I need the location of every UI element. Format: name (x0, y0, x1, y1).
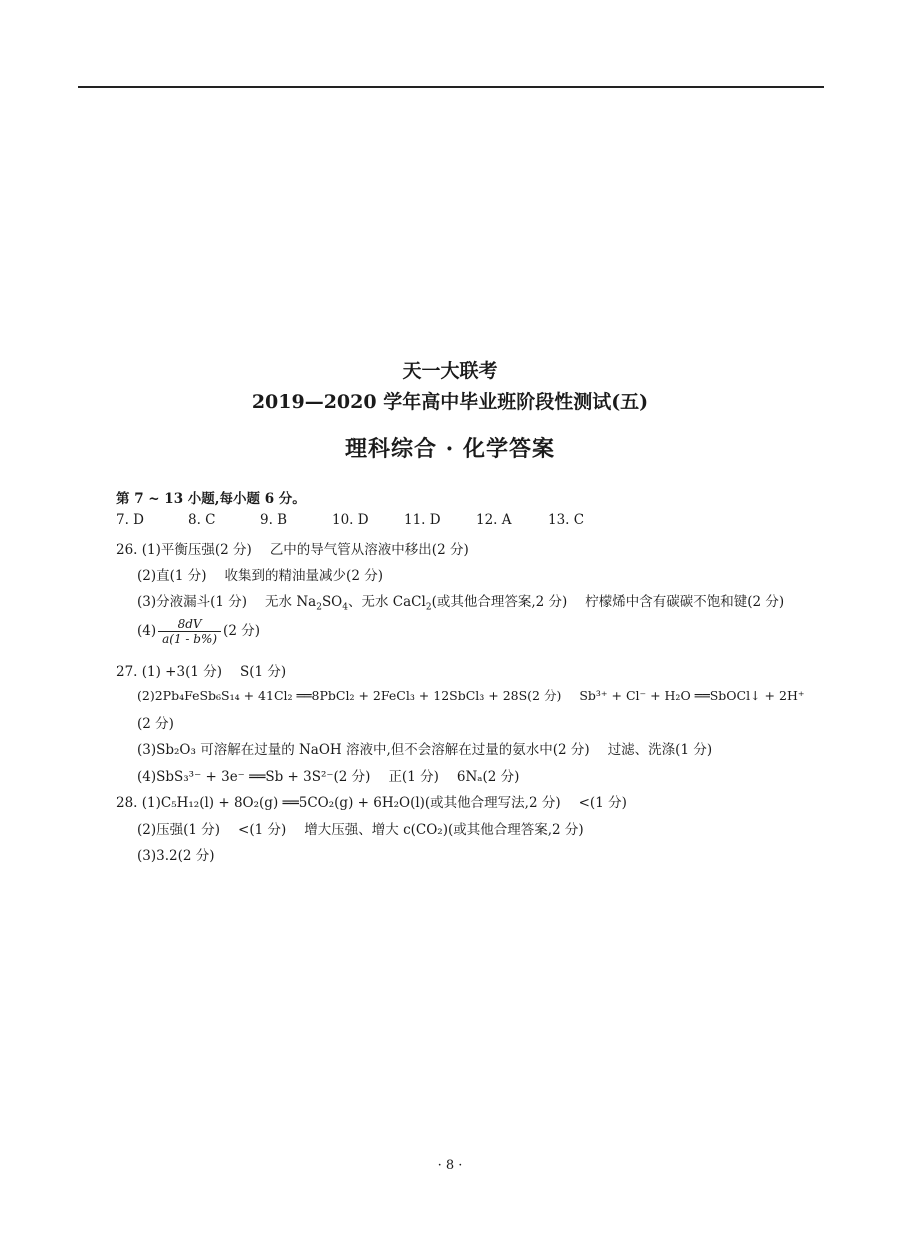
subject-title: 理科综合 · 化学答案 (345, 436, 555, 462)
page-number: · 8 · (437, 1158, 463, 1173)
q27-equation: (2)2Pb₄FeSb₆S₁₄ + 41Cl₂ ══8PbCl₂ + 2FeCl₃ + 12SbCl₃ + 28S(2 分) (137, 688, 562, 703)
mc-answer: 11. D (404, 512, 441, 528)
exam-title: 2019—2020 学年高中毕业班阶段性测试(五) (251, 391, 649, 413)
q28-line2 (137, 818, 602, 838)
q26-answer: 乙中的导气管从溶液中移出(2 分) (269, 542, 469, 558)
mc-answer: 12. A (476, 512, 512, 528)
q26-answer: 26. (1)平衡压强(2 分) (116, 542, 252, 558)
q28-answer: 28. (1)C₅H₁₂(l) + 8O₂(g) ══5CO₂(g) + 6H₂O(l)(或其他合理写法,2 分) (116, 795, 561, 811)
q26-answer: (3)分液漏斗(1 分) (137, 594, 248, 610)
q27-line1 (116, 660, 304, 680)
q27-answer: 6Nₐ(2 分) (456, 769, 520, 785)
q27-line2 (137, 686, 804, 704)
q27-answer: 过滤、洗涤(1 分) (607, 742, 713, 758)
q27-answer: (3)Sb₂O₃ 可溶解在过量的 NaOH 溶液中,但不会溶解在过量的氨水中(2 分) (137, 742, 590, 758)
q26-line4 (137, 617, 260, 646)
q27-line4 (137, 765, 537, 785)
q26-line2 (137, 564, 401, 584)
q28-answer: 增大压强、增大 c(CO₂)(或其他合理答案,2 分) (304, 822, 584, 838)
mc-answer: 7. D (116, 512, 144, 528)
mc-answers (116, 512, 620, 528)
q26-answer-drying-agents: 无水 $Na_2SO_4$、无水 CaCl$_2$(或其他合理答案,2 分) (265, 594, 568, 613)
fraction-denominator: a(1 - b%) (162, 632, 218, 646)
q27-equation: Sb³⁺ + Cl⁻ + H₂O ══SbOCl↓ + 2H⁺ (579, 688, 805, 703)
q26-line1 (116, 538, 487, 558)
q26-label: (4) (137, 623, 157, 639)
q27-answer: (4)SbS₃³⁻ + 3e⁻ ══Sb + 3S²⁻(2 分) (137, 769, 371, 785)
fraction-numerator: 8dV (158, 617, 221, 632)
q26-score: (2 分) (223, 623, 260, 639)
q28-answer: <(1 分) (578, 795, 627, 811)
q26-line3 (137, 590, 802, 613)
q27-answer: 27. (1) +3(1 分) (116, 664, 222, 680)
q27-answer: S(1 分) (240, 664, 287, 680)
q26-answer: 收集到的精油量减少(2 分) (224, 568, 383, 584)
q28-answer: <(1 分) (238, 822, 287, 838)
mc-answer: 13. C (548, 512, 585, 528)
q26-answer: 柠檬烯中含有碳碳不饱和键(2 分) (585, 594, 785, 610)
mc-answer: 10. D (332, 512, 369, 528)
mc-note: 第 7 ~ 13 小题,每小题 6 分。 (116, 491, 306, 507)
mc-answer: 9. B (260, 512, 288, 528)
mc-answer: 8. C (188, 512, 216, 528)
q26-answer: (2)直(1 分) (137, 568, 207, 584)
q27-line3 (137, 738, 730, 758)
q27-score: (2 分) (137, 716, 174, 732)
q28-line3: (3)3.2(2 分) (137, 848, 215, 864)
q28-line1 (116, 791, 645, 811)
q26-fraction (158, 617, 221, 646)
q28-answer: (2)压强(1 分) (137, 822, 221, 838)
q27-answer: 正(1 分) (388, 769, 439, 785)
org-title: 天一大联考 (402, 360, 498, 382)
top-rule (78, 86, 824, 88)
